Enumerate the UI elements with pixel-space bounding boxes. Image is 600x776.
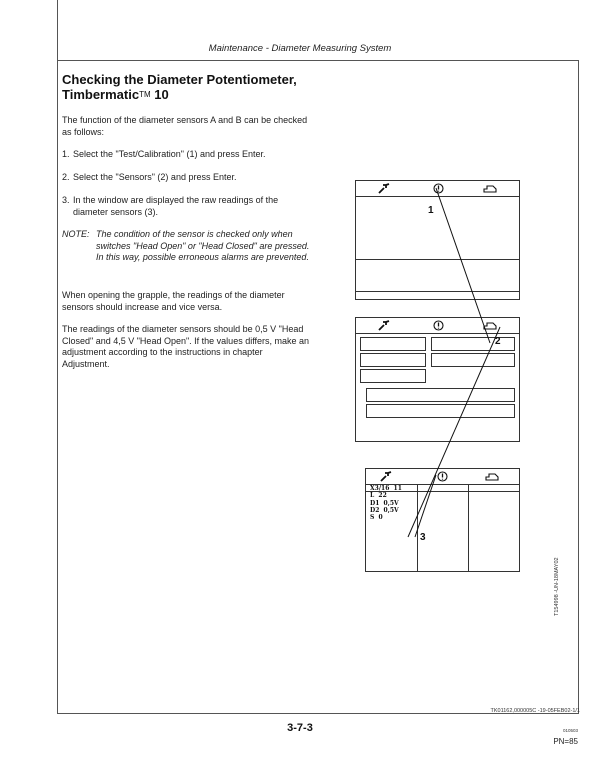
intro-paragraph: The function of the diameter sensors A and B can be checked as follows: bbox=[62, 115, 308, 137]
section-title-line1: Checking the Diameter Potentiometer, bbox=[62, 72, 297, 87]
document-reference: TK01162,000005C -19-05FEB02-1/1 bbox=[490, 708, 580, 714]
step-number: 3. bbox=[62, 195, 70, 205]
diagram-figure bbox=[305, 175, 525, 575]
leader-line-2 bbox=[408, 327, 500, 537]
step-2 bbox=[62, 172, 312, 184]
pn-number: PN=85 bbox=[553, 737, 578, 746]
page-number: 3-7-3 bbox=[287, 722, 313, 734]
note-label: NOTE: bbox=[62, 229, 90, 239]
step-text: In the window are displayed the raw readings of the diameter sensors (3). bbox=[73, 195, 279, 217]
callout-3: 3 bbox=[420, 532, 426, 543]
section-title bbox=[62, 72, 342, 102]
grapple-paragraph: When opening the grapple, the readings of the diameter sensors should increase and vice versa. bbox=[62, 290, 285, 312]
step-number: 1. bbox=[62, 149, 70, 159]
leader-line-1 bbox=[436, 188, 490, 343]
note-block bbox=[62, 229, 312, 264]
callout-2: 2 bbox=[495, 336, 501, 347]
section-title-number: 10 bbox=[150, 87, 169, 102]
readings-paragraph: The readings of the diameter sensors should be 0,5 V "Head Closed" and 4,5 V "Head Open". If the values differs, make an adjustment according to the instructions in chapter Adjustment. bbox=[62, 324, 310, 369]
step-1 bbox=[62, 149, 312, 161]
step-text: Select the "Sensors" (2) and press Enter. bbox=[73, 172, 237, 182]
step-number: 2. bbox=[62, 172, 70, 182]
reading-s: S 0 bbox=[370, 514, 383, 521]
reading-d1: D1 0,5V bbox=[370, 500, 399, 507]
section-title-brand: Timbermatic bbox=[62, 87, 140, 102]
leader-line-3 bbox=[415, 475, 436, 537]
step-3 bbox=[62, 195, 312, 218]
note-text: The condition of the sensor is checked only when switches "Head Open" or "Head Closed" are pressed. In this way, possible erroneous alarms are prevented. bbox=[96, 229, 310, 262]
step-text: Select the "Test/Calibration" (1) and press Enter. bbox=[73, 149, 266, 159]
callout-leader-lines bbox=[305, 175, 525, 575]
reading-l: L 22 bbox=[370, 492, 387, 499]
page-header-title: Maintenance - Diameter Measuring System bbox=[208, 43, 392, 54]
reading-d2: D2 0,5V bbox=[370, 507, 399, 514]
trademark-mark: TM bbox=[139, 90, 151, 99]
figure-side-reference: T154998 -UN-18MAY02 bbox=[554, 557, 560, 616]
reading-x3: X3/16 11 bbox=[370, 485, 402, 492]
callout-1: 1 bbox=[428, 205, 434, 216]
footer-small-code: 010503 bbox=[562, 728, 578, 733]
